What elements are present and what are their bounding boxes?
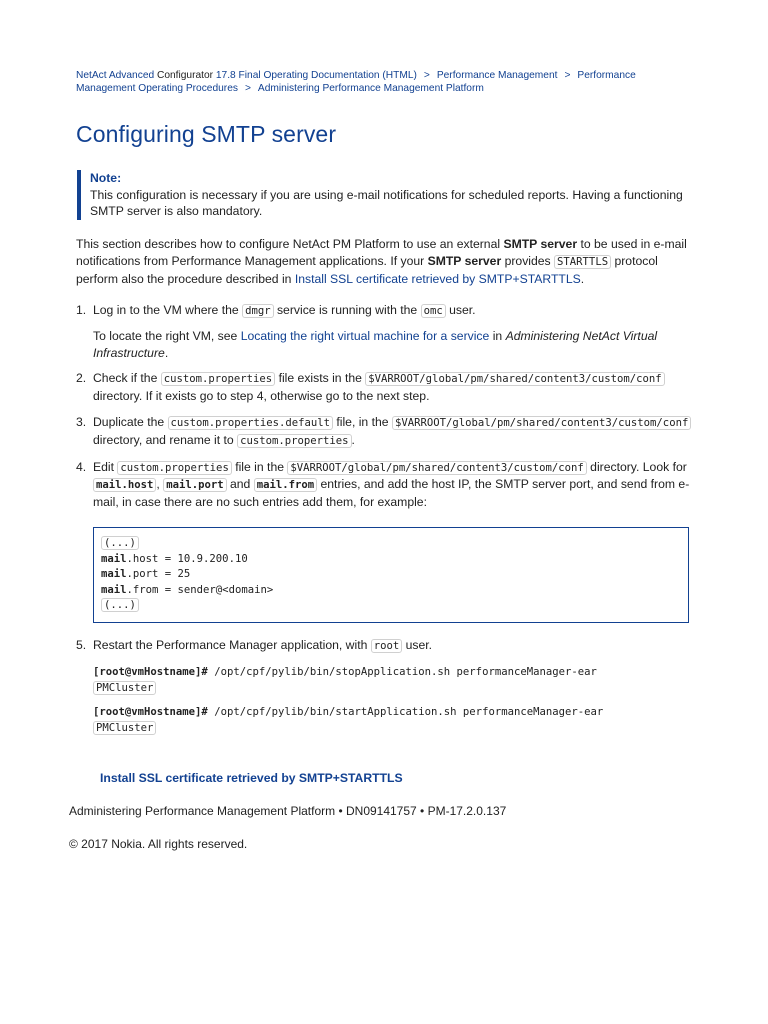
root-code: root <box>371 639 403 653</box>
code-ellipsis: (...) <box>101 598 139 612</box>
doc-title-italic: Administering NetAct Virtual Infrastructure <box>93 328 658 360</box>
footer-doc-info: Administering Performance Management Platform • DN09141757 • PM-17.2.0.137 <box>69 804 507 818</box>
related-link-install-ssl[interactable]: Install SSL certificate retrieved by SMTP+STARTTLS <box>100 771 403 785</box>
install-ssl-certificate-link[interactable]: Install SSL certificate retrieved by SMTP+STARTTLS <box>294 272 581 286</box>
omc-code: omc <box>421 304 446 318</box>
breadcrumb-link-administering-pm-platform[interactable]: Administering Performance Management Platform <box>257 83 484 94</box>
footer-copyright: © 2017 Nokia. All rights reserved. <box>69 837 248 851</box>
step-1: 1. Log in to the VM where the dmgr service is running with the omc user. To locate the right VM, see Locating the right virtual machine for a service in Administering NetAct Virtual Infrastructure. <box>76 303 658 360</box>
breadcrumb-link-pm-operating-procedures[interactable]: Performance Management Operating Procedures <box>76 70 636 94</box>
breadcrumb-separator: > <box>423 70 430 81</box>
step-4: 4. Edit custom.properties file in the $VARROOT/global/pm/shared/content3/custom/conf directory. Look for mail.host , mail.port and mail.from entries, and add the host IP, the SMTP server port, and send from e-mail, in case there are no such entries add them, for example: (...) mail.host = 10.9.200.10 mail.port = 25 mail.from = sender@<domain> (...) <box>76 459 696 623</box>
starttls-code: STARTTLS <box>554 255 611 269</box>
mail-port-code: mail.port <box>163 478 226 492</box>
conf-path-code: $VARROOT/global/pm/shared/content3/custom/conf <box>287 461 586 475</box>
mail-from-code: mail.from <box>254 478 317 492</box>
step-3: 3. Duplicate the custom.properties.default file, in the $VARROOT/global/pm/shared/content3/custom/conf directory, and rename it to custom.properties . <box>76 414 696 450</box>
code-line-mail-port: mail.port = 25 <box>101 568 191 581</box>
dmgr-code: dmgr <box>242 304 274 318</box>
note-text: This configuration is necessary if you are using e-mail notifications for scheduled reports. Having a functioning SMTP server is also mandatory. <box>90 187 683 218</box>
custom-properties-code: custom.properties <box>117 461 231 475</box>
code-ellipsis: (...) <box>101 536 139 550</box>
custom-properties-default-code: custom.properties.default <box>168 416 333 430</box>
locating-vm-link[interactable]: Locating the right virtual machine for a service <box>240 328 490 343</box>
breadcrumb-link-netact-doc[interactable]: NetAct Advanced Configurator 17.8 Final Operating Documentation (HTML) <box>76 70 417 81</box>
config-code-block <box>93 527 689 623</box>
custom-properties-code: custom.properties <box>161 372 275 386</box>
mail-host-code: mail.host <box>93 478 156 492</box>
start-application-command: [root@vmHostname]# /opt/cpf/pylib/bin/startApplication.sh performanceManager-ear PMCluster <box>93 705 604 734</box>
breadcrumb-separator: > <box>244 83 251 94</box>
custom-properties-code: custom.properties <box>237 434 351 448</box>
smtp-server-term: SMTP server <box>503 237 578 251</box>
note-label: Note: <box>90 171 122 185</box>
breadcrumb <box>76 69 696 95</box>
procedure-steps <box>76 302 696 745</box>
code-line-mail-host: mail.host = 10.9.200.10 <box>101 552 248 565</box>
smtp-server-term: SMTP server <box>427 254 502 268</box>
intro-paragraph: This section describes how to configure NetAct PM Platform to use an external SMTP server to be used in e-mail notifications from Performance Management applications. If your SMTP server provides STARTTLS protocol perform also the procedure described in Install SSL certificate retrieved by SMTP+STARTTLS. <box>76 237 687 286</box>
breadcrumb-separator: > <box>564 70 571 81</box>
conf-path-code: $VARROOT/global/pm/shared/content3/custom/conf <box>392 416 691 430</box>
conf-path-code: $VARROOT/global/pm/shared/content3/custom/conf <box>365 372 664 386</box>
step-2: 2. Check if the custom.properties file exists in the $VARROOT/global/pm/shared/content3/custom/conf directory. If it exists go to step 4, otherwise go to the next step. <box>76 370 696 405</box>
step-5: 5. Restart the Performance Manager application, with root user. [root@vmHostname]# /opt/cpf/pylib/bin/stopApplication.sh performanceManager-ear PMCluster [root@vmHostname]# /opt/cpf/pylib/bin/startApplication.sh performanceManager-ear PMCluster <box>76 637 696 736</box>
page-title: Configuring SMTP server <box>76 121 337 147</box>
code-line-mail-from: mail.from = sender@<domain> <box>101 583 274 596</box>
stop-application-command: [root@vmHostname]# /opt/cpf/pylib/bin/stopApplication.sh performanceManager-ear PMCluster <box>93 665 597 694</box>
note-box <box>77 170 690 220</box>
breadcrumb-link-performance-management[interactable]: Performance Management <box>436 70 558 81</box>
